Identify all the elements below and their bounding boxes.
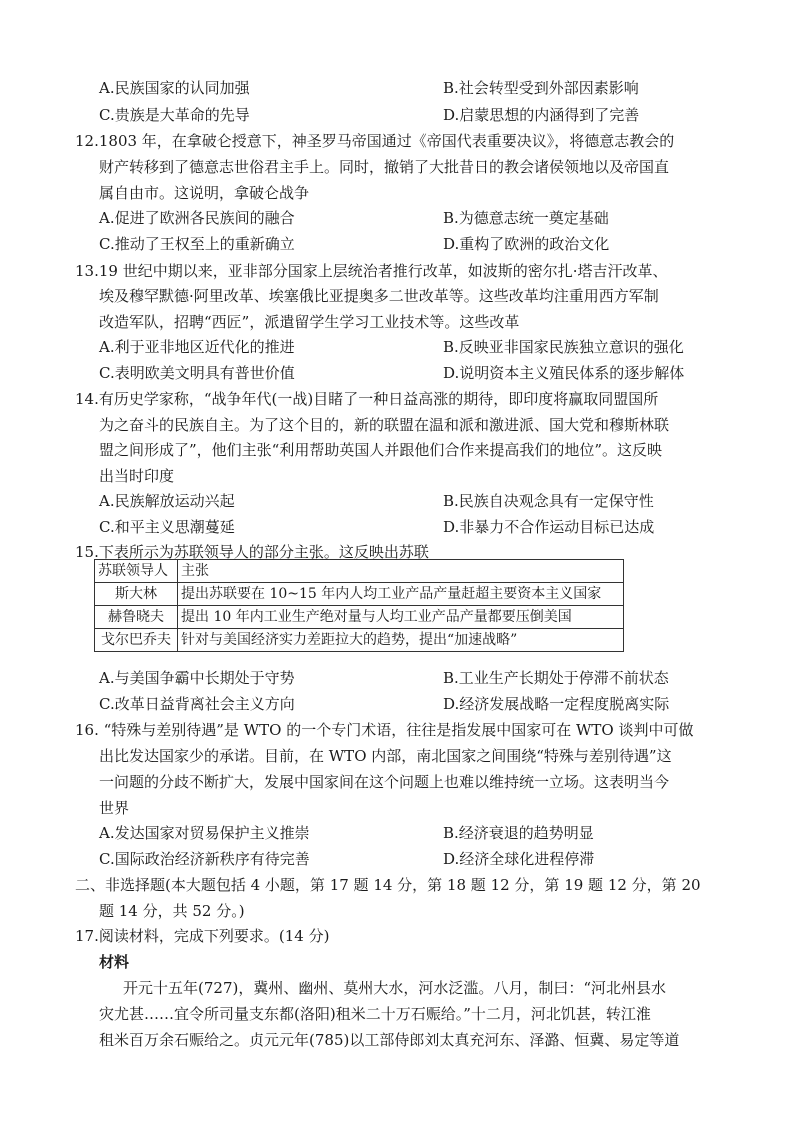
table-cell-claim: 提出 10 年内工业生产绝对量与人均工业产品产量都要压倒美国 xyxy=(178,606,624,629)
q16-option-c: C.国际政治经济新秩序有待完善 xyxy=(99,850,310,868)
table-cell-leader: 戈尔巴乔夫 xyxy=(95,629,178,652)
q13-option-b: B.反映亚非国家民族独立意识的强化 xyxy=(443,338,684,356)
q13-option-d: D.说明资本主义殖民体系的逐步解体 xyxy=(443,364,685,382)
section-heading-line-2: 题 14 分，共 52 分。) xyxy=(99,902,245,920)
q13-option-c: C.表明欧美文明具有普世价值 xyxy=(99,364,295,382)
table-header-leader: 苏联领导人 xyxy=(95,560,178,583)
table-row xyxy=(95,629,624,652)
q12-option-d: D.重构了欧洲的政治文化 xyxy=(443,235,610,253)
q16-option-b: B.经济衰退的趋势明显 xyxy=(443,824,594,842)
q15-option-b: B.工业生产长期处于停滞不前状态 xyxy=(443,669,669,687)
q11-option-d: D.启蒙思想的内涵得到了完善 xyxy=(443,106,640,124)
q14-option-b: B.民族自决观念具有一定保守性 xyxy=(443,492,654,510)
q16-stem-line-1: 16. “特殊与差别待遇”是 WTO 的一个专门术语，往往是指发展中国家可在 WTO 谈判中可做 xyxy=(75,721,694,739)
table-header-row xyxy=(95,560,624,583)
q14-option-a: A.民族解放运动兴起 xyxy=(99,492,235,510)
q15-option-d: D.经济发展战略一定程度脱离实际 xyxy=(443,695,670,713)
q14-stem-line-3: 盟之间形成了”，他们主张“利用帮助英国人并跟他们合作来提高我们的地位”。这反映 xyxy=(99,441,663,459)
q15-stem: 15.下表所示为苏联领导人的部分主张。这反映出苏联 xyxy=(75,543,429,561)
table-row xyxy=(95,583,624,606)
table-header-claim: 主张 xyxy=(178,560,624,583)
q16-stem-line-3: 一问题的分歧不断扩大，发展中国家间在这个问题上也难以维持统一立场。这表明当今 xyxy=(99,773,670,791)
q14-stem-line-4: 出当时印度 xyxy=(99,467,175,485)
table-cell-claim: 针对与美国经济实力差距拉大的趋势，提出“加速战略” xyxy=(178,629,624,652)
q14-stem-line-2: 为之奋斗的民族自主。为了这个目的，新的联盟在温和派和激进派、国大党和穆斯林联 xyxy=(99,416,670,434)
q16-option-d: D.经济全球化进程停滞 xyxy=(443,850,595,868)
q11-option-c: C.贵族是大革命的先导 xyxy=(99,106,250,124)
table-cell-leader: 斯大林 xyxy=(95,583,178,606)
q11-option-b: B.社会转型受到外部因素影响 xyxy=(443,79,639,97)
q11-option-a: A.民族国家的认同加强 xyxy=(99,79,250,97)
q12-option-c: C.推动了王权至上的重新确立 xyxy=(99,235,295,253)
material-line-3: 租米百万余石赈给之。贞元元年(785)以工部侍郎刘太真充河东、泽潞、恒冀、易定等道 xyxy=(99,1031,680,1049)
material-label: 材料 xyxy=(99,953,130,971)
material-line-1: 开元十五年(727)，冀州、幽州、莫州大水，河水泛滥。八月，制曰：“河北州县水 xyxy=(123,979,667,997)
q15-option-a: A.与美国争霸中长期处于守势 xyxy=(99,669,295,687)
table-row xyxy=(95,606,624,629)
q12-stem-line-3: 属自由市。这说明，拿破仑战争 xyxy=(99,184,310,202)
q16-stem-line-4: 世界 xyxy=(99,799,130,817)
q13-stem-line-1: 13.19 世纪中期以来，亚非部分国家上层统治者推行改革，如波斯的密尔扎·塔吉汗改革、 xyxy=(75,262,668,280)
q14-option-c: C.和平主义思潮蔓延 xyxy=(99,518,235,536)
table-cell-leader: 赫鲁晓夫 xyxy=(95,606,178,629)
table-cell-claim: 提出苏联要在 10~15 年内人均工业产品产量赶超主要资本主义国家 xyxy=(178,583,624,606)
q13-option-a: A.利于亚非地区近代化的推进 xyxy=(99,338,295,356)
material-line-2: 灾尤甚……宜令所司量支东都(洛阳)租米二十万石赈给。”十二月，河北饥甚，转江淮 xyxy=(99,1005,651,1023)
q14-option-d: D.非暴力不合作运动目标已达成 xyxy=(443,518,655,536)
q12-option-b: B.为德意志统一奠定基础 xyxy=(443,209,609,227)
q12-stem-line-2: 财产转移到了德意志世俗君主手上。同时，撤销了大批昔日的教会诸侯领地以及帝国直 xyxy=(99,158,670,176)
q15-option-c: C.改革日益背离社会主义方向 xyxy=(99,695,295,713)
q12-option-a: A.促进了欧洲各民族间的融合 xyxy=(99,209,295,227)
q16-option-a: A.发达国家对贸易保护主义推崇 xyxy=(99,824,310,842)
q13-stem-line-3: 改造军队，招聘“西匠”，派遣留学生学习工业技术等。这些改革 xyxy=(99,313,520,331)
q16-stem-line-2: 出比发达国家少的承诺。目前，在 WTO 内部，南北国家之间围绕“特殊与差别待遇”这 xyxy=(99,747,672,765)
q15-table xyxy=(94,559,624,652)
q13-stem-line-2: 埃及穆罕默德·阿里改革、埃塞俄比亚提奥多二世改革等。这些改革均注重用西方军制 xyxy=(99,287,659,305)
q17-stem: 17.阅读材料，完成下列要求。(14 分) xyxy=(75,927,330,945)
q12-stem-line-1: 12.1803 年，在拿破仑授意下，神圣罗马帝国通过《帝国代表重要决议》，将德意志教会的 xyxy=(75,132,675,150)
q14-stem-line-1: 14.有历史学家称，“战争年代(一战)目睹了一种日益高涨的期待，即印度将赢取同盟国所 xyxy=(75,390,659,408)
section-heading-line-1: 二、非选择题(本大题包括 4 小题，第 17 题 14 分，第 18 题 12 分，第 19 题 12 分，第 20 xyxy=(75,876,701,894)
